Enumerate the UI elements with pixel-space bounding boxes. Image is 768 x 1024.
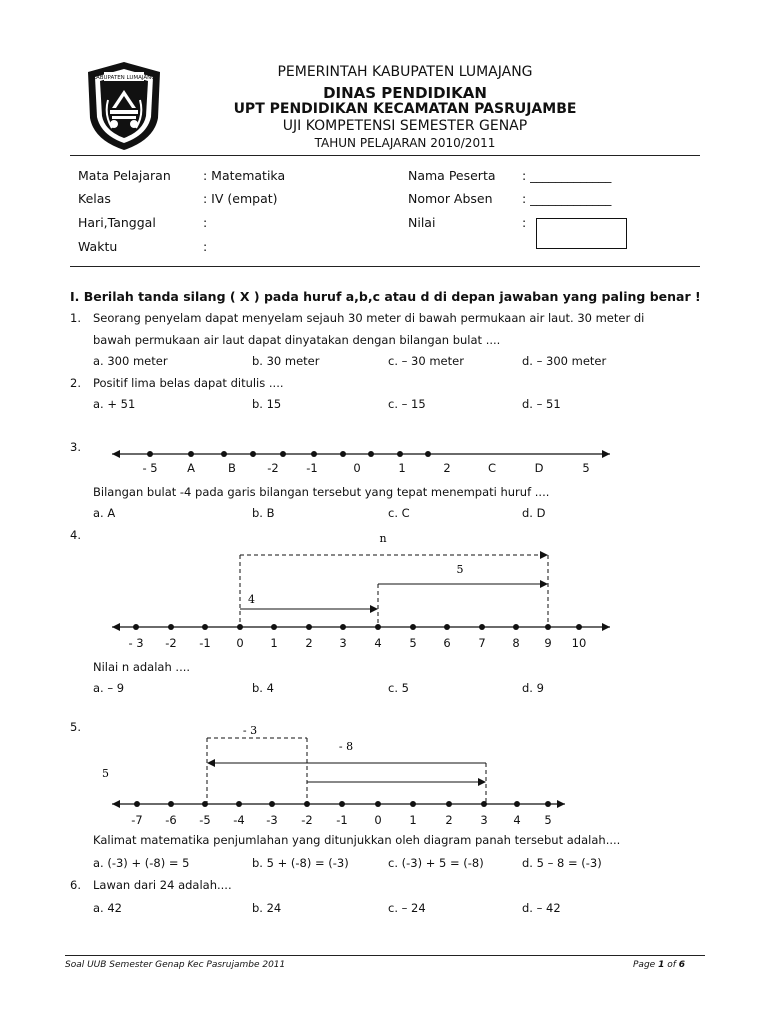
footer-page-number: 1 — [658, 960, 665, 970]
q3-label: -1 — [306, 461, 318, 475]
q5-label: -4 — [233, 813, 245, 827]
q4-number-line — [0, 525, 768, 655]
q4-label: 9 — [544, 636, 552, 650]
number-line-point — [306, 624, 312, 630]
footer-left: Soal UUB Semester Genap Kec Pasrujambe 2011 — [65, 960, 286, 970]
q4-label: 10 — [571, 636, 587, 650]
q5-label: -6 — [165, 813, 177, 827]
number-line-point — [514, 801, 520, 807]
q5-option-c: c. (-3) + 5 = (-8) — [388, 856, 484, 870]
q4-option-b: b. 4 — [252, 681, 274, 695]
number-line-point — [269, 801, 275, 807]
q2-option-b: b. 15 — [252, 397, 282, 411]
q4-text: Nilai n adalah .... — [93, 660, 191, 674]
hari-value: : — [203, 215, 208, 230]
absen-value: : _____________ — [522, 191, 612, 206]
peserta-value: : _____________ — [522, 168, 612, 183]
q4-number: 4. — [70, 528, 81, 542]
number-line-point — [202, 801, 208, 807]
q4-label: 4 — [374, 636, 382, 650]
q3-option-b: b. B — [252, 506, 275, 520]
q3-label: -2 — [267, 461, 279, 475]
number-line-point — [133, 624, 139, 630]
footer-page — [633, 960, 685, 970]
number-line-point — [250, 451, 256, 457]
footer-page-of: of — [664, 960, 679, 970]
q6-option-b: b. 24 — [252, 901, 282, 915]
footer-rule — [65, 955, 705, 956]
nilai-box — [536, 218, 627, 249]
number-line-point — [340, 624, 346, 630]
q4-label: 7 — [478, 636, 486, 650]
q4-label: 5 — [409, 636, 417, 650]
q5-arrow-m8-label: - 8 — [338, 740, 354, 753]
q3-label: 1 — [398, 461, 406, 475]
q4-arrow-4-label: 4 — [248, 593, 255, 606]
q5-arrow-5-head — [478, 778, 486, 786]
mapel-label: Mata Pelajaran — [78, 168, 171, 183]
q1-text-2: bawah permukaan air laut dapat dinyatakan dengan bilangan bulat .... — [93, 333, 501, 347]
number-line-point — [368, 451, 374, 457]
q4-arrow-left — [112, 623, 120, 631]
number-line-point — [479, 624, 485, 630]
q5-number: 5. — [70, 720, 81, 734]
q5-option-d: d. 5 – 8 = (-3) — [522, 856, 602, 870]
number-line-point — [304, 801, 310, 807]
number-line-point — [545, 624, 551, 630]
q5-label: 0 — [374, 813, 382, 827]
q4-option-a: a. – 9 — [93, 681, 125, 695]
number-line-point — [444, 624, 450, 630]
q5-arrow-m8-head — [207, 759, 215, 767]
number-line-point — [236, 801, 242, 807]
q5-label: -7 — [131, 813, 143, 827]
q5-arrow-m3-label: - 3 — [242, 724, 258, 737]
waktu-value: : — [203, 239, 208, 254]
number-line-point — [340, 451, 346, 457]
q3-label: B — [228, 461, 236, 475]
q2-option-a: a. + 51 — [93, 397, 136, 411]
q5-number-line — [0, 720, 768, 830]
q5-label: -2 — [301, 813, 313, 827]
q3-label: - 5 — [142, 461, 158, 475]
q5-label: 4 — [513, 813, 521, 827]
q1-text-1: Seorang penyelam dapat menyelam sejauh 30 meter di bawah permukaan air laut. 30 meter di — [93, 311, 645, 325]
number-line-point — [576, 624, 582, 630]
svg-text:KABUPATEN LUMAJANG: KABUPATEN LUMAJANG — [92, 75, 156, 81]
q3-option-c: c. C — [388, 506, 410, 520]
number-line-point — [410, 624, 416, 630]
number-line-point — [271, 624, 277, 630]
q5-arrow-right — [557, 800, 565, 808]
q1-option-a: a. 300 meter — [93, 354, 168, 368]
q2-option-d: d. – 51 — [522, 397, 561, 411]
number-line-point — [410, 801, 416, 807]
q4-arrow-4-head — [370, 605, 378, 613]
header-line-4: UJI KOMPETENSI SEMESTER GENAP — [282, 118, 528, 134]
q2-number: 2. — [70, 376, 81, 390]
info-rule — [70, 266, 700, 267]
q5-label: -3 — [266, 813, 278, 827]
q3-arrow-right — [602, 450, 610, 458]
q3-number-line — [0, 440, 768, 480]
footer-page-prefix: Page — [633, 960, 659, 970]
number-line-point — [425, 451, 431, 457]
q6-number: 6. — [70, 878, 81, 892]
q4-arrow-n-head — [540, 551, 548, 559]
q3-label: C — [487, 461, 497, 475]
q3-label: 0 — [353, 461, 361, 475]
number-line-point — [339, 801, 345, 807]
number-line-point — [513, 624, 519, 630]
q4-arrow-5-label: 5 — [456, 563, 464, 576]
q5-label: -1 — [336, 813, 348, 827]
q3-label: 2 — [443, 461, 451, 475]
q1-number: 1. — [70, 311, 81, 325]
number-line-point — [168, 801, 174, 807]
q4-option-c: c. 5 — [388, 681, 409, 695]
number-line-point — [375, 624, 381, 630]
kelas-label: Kelas — [78, 191, 111, 206]
header-line-3: UPT PENDIDIKAN KECAMATAN PASRUJAMBE — [233, 101, 577, 117]
q4-label: 6 — [443, 636, 451, 650]
regency-logo — [84, 60, 164, 152]
q4-label: 0 — [236, 636, 244, 650]
number-line-point — [397, 451, 403, 457]
q6-option-a: a. 42 — [93, 901, 122, 915]
number-line-point — [147, 451, 153, 457]
waktu-label: Waktu — [78, 239, 118, 254]
kelas-value: : IV (empat) — [203, 191, 278, 206]
q5-label: 3 — [480, 813, 488, 827]
q6-option-d: d. – 42 — [522, 901, 561, 915]
q4-label: 8 — [512, 636, 520, 650]
q3-option-d: d. D — [522, 506, 546, 520]
q3-label: 5 — [582, 461, 590, 475]
q5-option-a: a. (-3) + (-8) = 5 — [93, 856, 190, 870]
q4-label: 3 — [339, 636, 347, 650]
number-line-point — [481, 801, 487, 807]
number-line-point — [375, 801, 381, 807]
q5-option-b: b. 5 + (-8) = (-3) — [252, 856, 349, 870]
q5-text: Kalimat matematika penjumlahan yang ditunjukkan oleh diagram panah tersebut adalah.... — [93, 833, 621, 847]
number-line-point — [221, 451, 227, 457]
q4-label: -1 — [199, 636, 211, 650]
header-line-2: DINAS PENDIDIKAN — [323, 84, 487, 102]
q3-number: 3. — [70, 440, 81, 454]
number-line-point — [168, 624, 174, 630]
q3-text: Bilangan bulat -4 pada garis bilangan tersebut yang tepat menempati huruf .... — [93, 485, 550, 499]
header-line-1: PEMERINTAH KABUPATEN LUMAJANG — [277, 64, 533, 80]
number-line-point — [311, 451, 317, 457]
q4-option-d: d. 9 — [522, 681, 544, 695]
q5-label: 1 — [409, 813, 417, 827]
absen-label: Nomor Absen — [408, 191, 493, 206]
q1-option-b: b. 30 meter — [252, 354, 320, 368]
nilai-label: Nilai — [408, 215, 436, 230]
q4-label: -2 — [165, 636, 177, 650]
q3-option-a: a. A — [93, 506, 116, 520]
q4-arrow-right — [602, 623, 610, 631]
hari-label: Hari,Tanggal — [78, 215, 156, 230]
section-title: I. Berilah tanda silang ( X ) pada huruf a,b,c atau d di depan jawaban yang paling benar ! — [70, 289, 701, 304]
q1-option-c: c. – 30 meter — [388, 354, 464, 368]
number-line-point — [545, 801, 551, 807]
q5-label: 2 — [445, 813, 453, 827]
q5-arrow-left — [112, 800, 120, 808]
header-line-5: TAHUN PELAJARAN 2010/2011 — [314, 136, 496, 150]
q6-option-c: c. – 24 — [388, 901, 426, 915]
q5-label: -5 — [199, 813, 211, 827]
q4-label: - 3 — [128, 636, 144, 650]
q4-arrow-5-head — [540, 580, 548, 588]
mapel-value: : Matematika — [203, 168, 286, 183]
header-rule — [70, 155, 700, 156]
q5-label: 5 — [544, 813, 552, 827]
q5-side-label: 5 — [102, 767, 109, 780]
q2-option-c: c. – 15 — [388, 397, 426, 411]
number-line-point — [446, 801, 452, 807]
number-line-point — [237, 624, 243, 630]
q2-text: Positif lima belas dapat ditulis .... — [93, 376, 284, 390]
nilai-value: : — [522, 215, 527, 230]
number-line-point — [188, 451, 194, 457]
q4-label: 2 — [305, 636, 313, 650]
q1-option-d: d. – 300 meter — [522, 354, 607, 368]
number-line-point — [280, 451, 286, 457]
q3-label: D — [534, 461, 544, 475]
peserta-label: Nama Peserta — [408, 168, 496, 183]
q6-text: Lawan dari 24 adalah.... — [93, 878, 232, 892]
q4-label: 1 — [270, 636, 278, 650]
q3-label: A — [187, 461, 195, 475]
number-line-point — [202, 624, 208, 630]
q4-arrow-n-label: n — [379, 532, 387, 545]
number-line-point — [134, 801, 140, 807]
q3-arrow-left — [112, 450, 120, 458]
footer-page-total: 6 — [678, 960, 685, 970]
